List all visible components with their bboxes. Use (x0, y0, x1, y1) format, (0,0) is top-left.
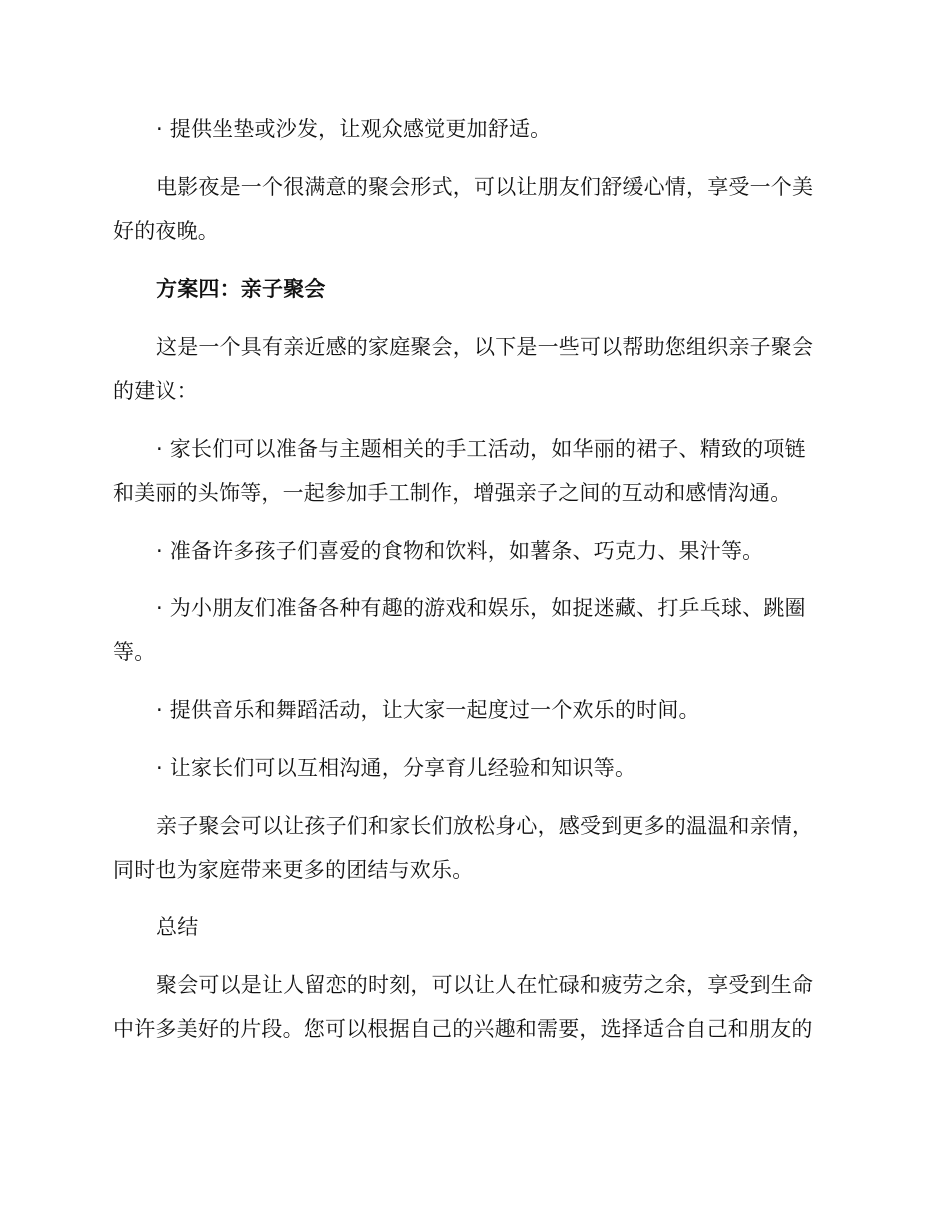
conclusion-line-1: 聚会可以是让人留恋的时刻，可以让人在忙碌和疲劳之余，享受到生命 (156, 973, 814, 997)
plan4-summary-line-1: 亲子聚会可以让孩子们和家长们放松身心，感受到更多的温温和亲情， (156, 814, 814, 838)
plan4-bullet-2: · 准备许多孩子们喜爱的食物和饮料，如薯条、巧克力、果汁等。 (156, 539, 764, 563)
conclusion-heading: 总结 (156, 915, 199, 939)
plan4-intro-line-1: 这是一个具有亲近感的家庭聚会，以下是一些可以帮助您组织亲子聚会 (156, 335, 814, 359)
movie-summary-line-2: 好的夜晚。 (113, 219, 219, 243)
plan4-bullet-3-line-2: 等。 (113, 640, 156, 664)
plan4-summary-line-2: 同时也为家庭带来更多的团结与欢乐。 (113, 858, 474, 882)
movie-summary-line-1: 电影夜是一个很满意的聚会形式，可以让朋友们舒缓心情，享受一个美 (156, 175, 814, 199)
plan4-bullet-4: · 提供音乐和舞蹈活动，让大家一起度过一个欢乐的时间。 (156, 698, 700, 722)
plan4-bullet-1-line-2: 和美丽的头饰等，一起参加手工制作，增强亲子之间的互动和感情沟通。 (113, 481, 792, 505)
conclusion-line-2: 中许多美好的片段。您可以根据自己的兴趣和需要，选择适合自己和朋友的 (113, 1017, 813, 1041)
plan4-heading: 方案四：亲子聚会 (156, 277, 326, 301)
plan4-bullet-3-line-1: · 为小朋友们准备各种有趣的游戏和娱乐，如捉迷藏、打乒乓球、跳圈 (156, 596, 806, 620)
plan4-intro-line-2: 的建议： (113, 379, 198, 403)
bullet-cushion: · 提供坐垫或沙发，让观众感觉更加舒适。 (156, 117, 552, 141)
plan4-bullet-5: · 让家长们可以互相沟通，分享育儿经验和知识等。 (156, 756, 637, 780)
plan4-bullet-1-line-1: · 家长们可以准备与主题相关的手工活动，如华丽的裙子、精致的项链 (156, 437, 806, 461)
